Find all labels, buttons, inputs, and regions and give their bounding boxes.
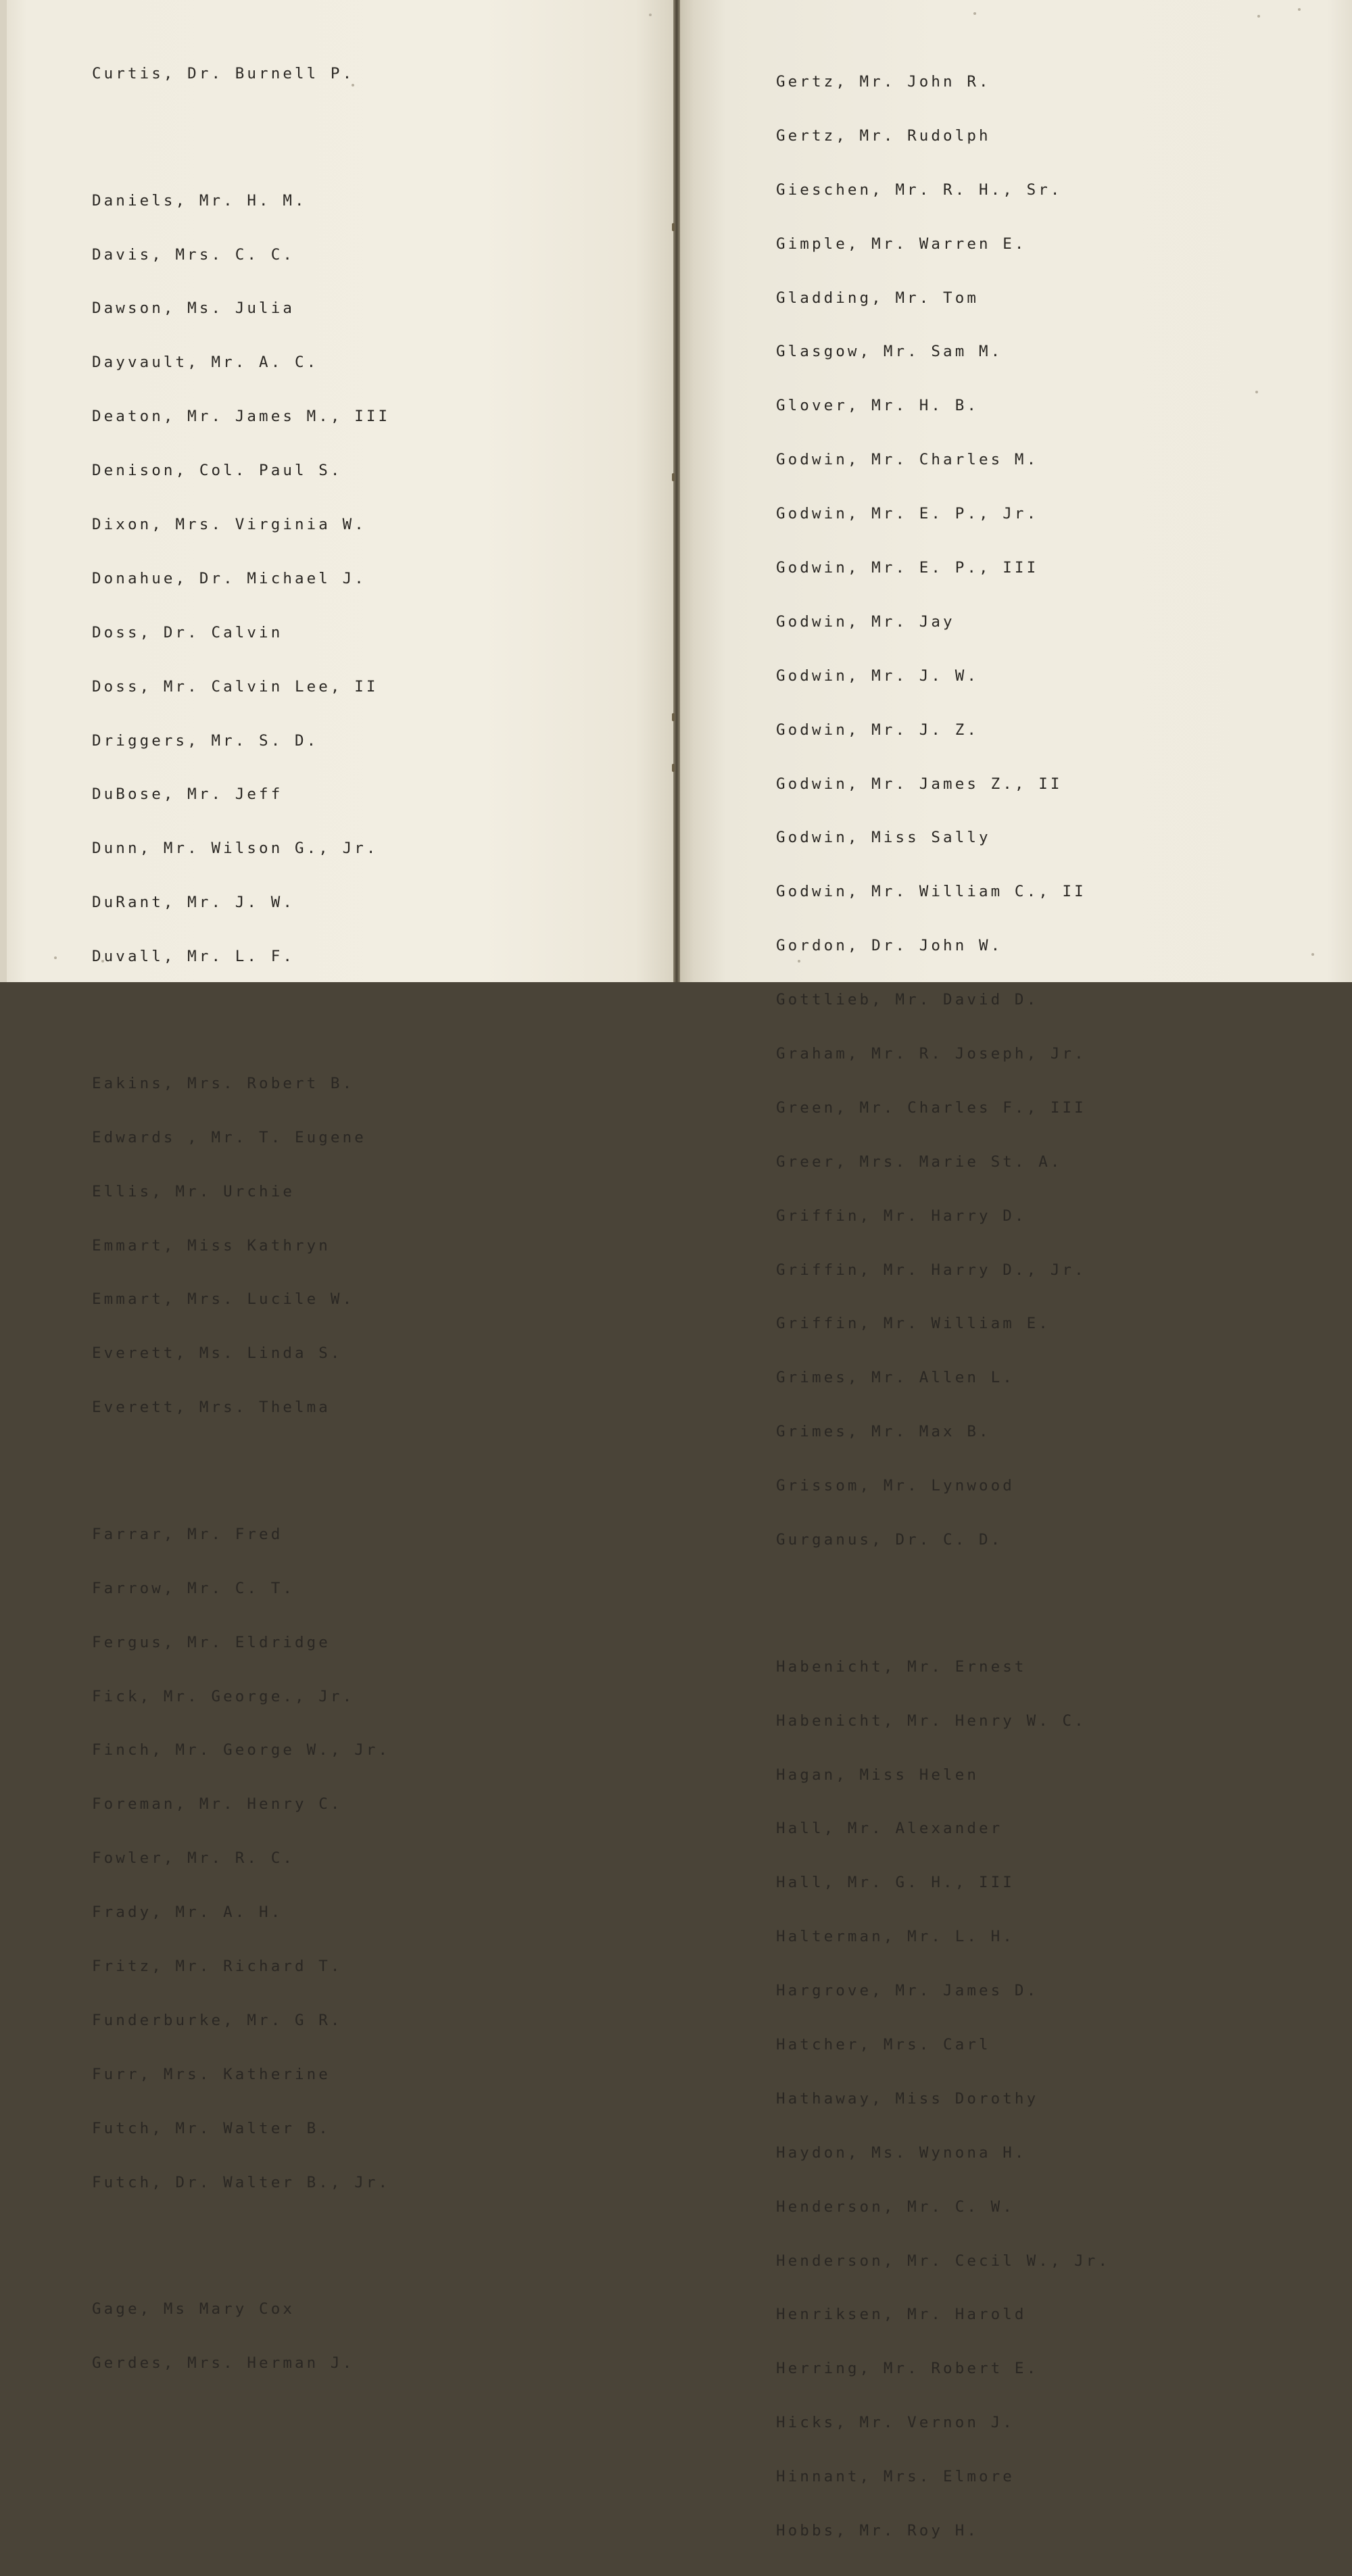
section-gap xyxy=(92,119,390,157)
list-item: Gladding, Mr. Tom xyxy=(776,289,979,307)
list-item: Henderson, Mr. C. W. xyxy=(776,2197,1015,2216)
paper-speck xyxy=(54,956,57,959)
paper-speck xyxy=(1298,8,1301,11)
binding-stitch xyxy=(672,713,675,721)
list-item: Dawson, Ms. Julia xyxy=(92,299,295,318)
book-gutter xyxy=(673,0,680,982)
list-item: Green, Mr. Charles F., III xyxy=(776,1098,1086,1117)
list-item: Halterman, Mr. L. H. xyxy=(776,1928,1015,1946)
list-item: Daniels, Mr. H. M. xyxy=(92,191,307,210)
list-item: Eakins, Mrs. Robert B. xyxy=(92,1074,355,1092)
list-item: DuRant, Mr. J. W. xyxy=(92,894,295,912)
list-item: Emmart, Mrs. Lucile W. xyxy=(92,1290,355,1309)
list-item: Foreman, Mr. Henry C. xyxy=(92,1795,343,1814)
list-item: Godwin, Mr. Charles M. xyxy=(776,451,1039,469)
list-item: Hicks, Mr. Vernon J. xyxy=(776,2414,1015,2432)
paper-speck xyxy=(649,14,652,16)
list-item: Furr, Mrs. Katherine xyxy=(92,2065,331,2083)
list-item: Everett, Mrs. Thelma xyxy=(92,1399,331,1417)
paper-speck xyxy=(1255,391,1258,393)
list-item: Dayvault, Mr. A. C. xyxy=(92,354,319,372)
list-item: Denison, Col. Paul S. xyxy=(92,462,343,480)
list-item: Grimes, Mr. Allen L. xyxy=(776,1369,1015,1387)
list-item: Emmart, Miss Kathryn xyxy=(92,1236,331,1255)
list-item: Gottlieb, Mr. David D. xyxy=(776,991,1039,1009)
list-item: Hathaway, Miss Dorothy xyxy=(776,2089,1039,2108)
left-name-list xyxy=(92,30,390,2408)
list-item: Hobbs, Mr. Roy H. xyxy=(776,2521,979,2539)
list-item: Hargrove, Mr. James D. xyxy=(776,1982,1039,2000)
list-item: Frady, Mr. A. H. xyxy=(92,1903,283,1922)
list-item: Driggers, Mr. S. D. xyxy=(92,731,319,750)
list-item: Griffin, Mr. Harry D. xyxy=(776,1207,1027,1225)
list-item: Gordon, Dr. John W. xyxy=(776,937,1003,955)
list-item: Godwin, Mr. J. W. xyxy=(776,666,979,685)
paper-speck xyxy=(1311,953,1314,956)
list-item: Godwin, Mr. J. Z. xyxy=(776,721,979,739)
list-item: Fowler, Mr. R. C. xyxy=(92,1849,295,1868)
list-item: Grimes, Mr. Max B. xyxy=(776,1423,991,1441)
list-item: Godwin, Mr. James Z., II xyxy=(776,775,1063,793)
list-item: Godwin, Mr. William C., II xyxy=(776,883,1086,901)
list-item: Hagan, Miss Helen xyxy=(776,1766,979,1784)
binding-stitch xyxy=(672,223,675,231)
list-item: Hinnant, Mrs. Elmore xyxy=(776,2468,1015,2486)
list-item: Griffin, Mr. William E. xyxy=(776,1315,1051,1333)
list-item: Godwin, Miss Sally xyxy=(776,829,991,847)
list-item: Godwin, Mr. E. P., Jr. xyxy=(776,505,1039,523)
list-item: Godwin, Mr. E. P., III xyxy=(776,559,1039,577)
list-item: Davis, Mrs. C. C. xyxy=(92,245,295,264)
list-item: Herring, Mr. Robert E. xyxy=(776,2360,1039,2378)
section-gap xyxy=(92,1453,390,1490)
section-gap xyxy=(776,1585,1110,1623)
list-item: Hall, Mr. Alexander xyxy=(776,1820,1003,1838)
list-item: Godwin, Mr. Jay xyxy=(776,612,955,631)
list-item: Henriksen, Mr. Harold xyxy=(776,2306,1027,2324)
right-name-list xyxy=(776,38,1110,2576)
paper-speck xyxy=(1257,15,1260,18)
paper-speck xyxy=(973,12,976,15)
list-item: Dixon, Mrs. Virginia W. xyxy=(92,516,366,534)
section-gap xyxy=(92,1002,390,1040)
list-item: Finch, Mr. George W., Jr. xyxy=(92,1741,391,1759)
list-item: Gurganus, Dr. C. D. xyxy=(776,1531,1003,1549)
list-item: Funderburke, Mr. G R. xyxy=(92,2011,343,2029)
list-item: Dunn, Mr. Wilson G., Jr. xyxy=(92,840,379,858)
list-item: Greer, Mrs. Marie St. A. xyxy=(776,1152,1063,1171)
list-item: Futch, Dr. Walter B., Jr. xyxy=(92,2173,391,2191)
list-item: Hall, Mr. G. H., III xyxy=(776,1874,1015,1892)
list-item: Gertz, Mr. John R. xyxy=(776,73,991,91)
list-item: Griffin, Mr. Harry D., Jr. xyxy=(776,1261,1086,1279)
list-item: Henderson, Mr. Cecil W., Jr. xyxy=(776,2252,1111,2270)
list-item: Habenicht, Mr. Henry W. C. xyxy=(776,1711,1086,1730)
list-item: Gage, Ms Mary Cox xyxy=(92,2300,295,2318)
list-item: Habenicht, Mr. Ernest xyxy=(776,1657,1027,1676)
list-item: Fritz, Mr. Richard T. xyxy=(92,1958,343,1975)
list-item: Graham, Mr. R. Joseph, Jr. xyxy=(776,1045,1086,1063)
list-item: DuBose, Mr. Jeff xyxy=(92,785,283,804)
section-gap xyxy=(92,2227,390,2265)
list-item: Glover, Mr. H. B. xyxy=(776,397,979,415)
list-item: Farrar, Mr. Fred xyxy=(92,1525,283,1543)
list-item: Fergus, Mr. Eldridge xyxy=(92,1633,331,1651)
binding-stitch xyxy=(672,764,675,772)
list-item: Edwards , Mr. T. Eugene xyxy=(92,1128,366,1146)
list-item: Futch, Mr. Walter B. xyxy=(92,2119,331,2137)
list-item: Fick, Mr. George., Jr. xyxy=(92,1687,355,1705)
list-item: Grissom, Mr. Lynwood xyxy=(776,1477,1015,1495)
list-item: Deaton, Mr. James M., III xyxy=(92,408,391,426)
list-item: Gimple, Mr. Warren E. xyxy=(776,235,1027,253)
binding-stitch xyxy=(672,473,675,481)
list-item: Doss, Dr. Calvin xyxy=(92,623,283,641)
list-item: Ellis, Mr. Urchie xyxy=(92,1182,295,1200)
list-item: Everett, Ms. Linda S. xyxy=(92,1344,343,1363)
list-item: Glasgow, Mr. Sam M. xyxy=(776,343,1003,361)
list-item: Donahue, Dr. Michael J. xyxy=(92,569,366,587)
list-item: Hatcher, Mrs. Carl xyxy=(776,2035,991,2053)
list-item: Gieschen, Mr. R. H., Sr. xyxy=(776,180,1063,199)
list-item: Doss, Mr. Calvin Lee, II xyxy=(92,677,379,696)
list-item: Duvall, Mr. L. F. xyxy=(92,948,295,966)
list-item: Curtis, Dr. Burnell P. xyxy=(92,65,355,82)
list-item: Farrow, Mr. C. T. xyxy=(92,1579,295,1597)
list-item: Haydon, Ms. Wynona H. xyxy=(776,2143,1027,2162)
list-item: Gerdes, Mrs. Herman J. xyxy=(92,2354,355,2373)
list-item: Gertz, Mr. Rudolph xyxy=(776,126,991,145)
